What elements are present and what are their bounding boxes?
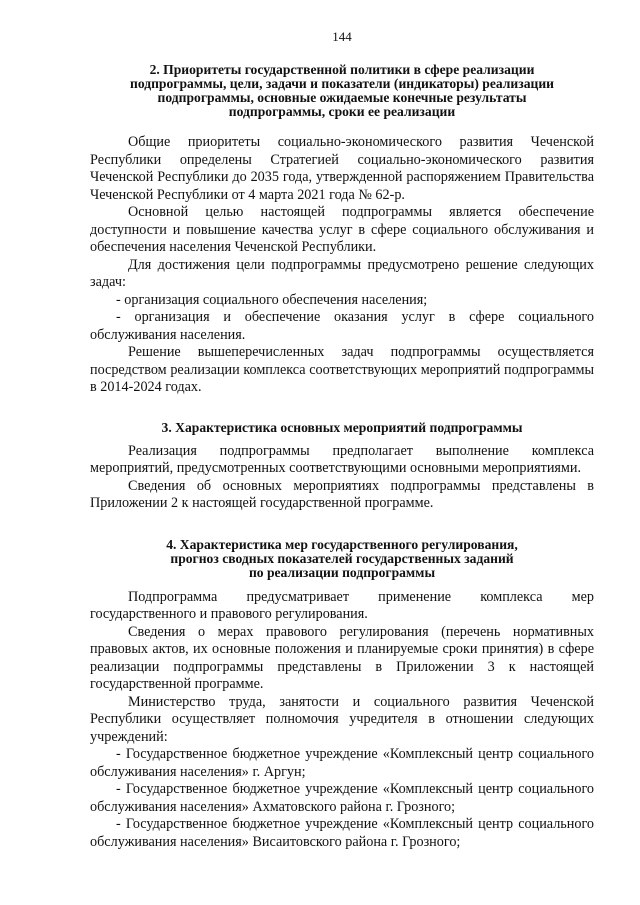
heading-line: 2. Приоритеты государственной политики в сфере реализации — [149, 62, 535, 77]
heading-line: подпрограммы, цели, задачи и показатели (индикаторы) реализации — [129, 76, 555, 91]
heading-line: подпрограммы, основные ожидаемые конечные результаты — [157, 90, 527, 105]
section-2-heading — [90, 63, 594, 119]
heading-line: подпрограммы, сроки ее реализации — [228, 104, 456, 119]
list-item: - организация социального обеспечения населения; — [116, 291, 428, 308]
section-4-heading — [90, 538, 594, 580]
page-number: 144 — [332, 29, 352, 44]
document-content — [90, 63, 594, 851]
paragraph-implementation: Реализация подпрограммы предполагает выполнение комплекса мероприятий, предусмотренных соответствующими основными мероприятиями. — [90, 442, 594, 476]
paragraph-ministry: Министерство труда, занятости и социального развития Чеченской Республики осуществляет полномочия учредителя в отношении следующих учреждений: — [90, 693, 594, 745]
paragraph-appendix-2: Сведения об основных мероприятиях подпрограммы представлены в Приложении 2 к настоящей государственной программе. — [90, 477, 594, 511]
paragraph-tasks-solution: Решение вышеперечисленных задач подпрограммы осуществляется посредством реализации комплекса соответствующих мероприятий подпрограммы в 2014-2024 годах. — [90, 344, 594, 395]
paragraph-regulation: Подпрограмма предусматривает применение комплекса мер государственного и правового регулирования. — [90, 588, 594, 622]
paragraph-main-goal: Основной целью настоящей подпрограммы является обеспечение доступности и повышение качества услуг в сфере социального обслуживания и обеспечения населения Чеченской Республики. — [90, 204, 594, 255]
list-item: - Государственное бюджетное учреждение «Комплексный центр социального обслуживания населения» Висаитовского района г. Грозного; — [90, 816, 594, 850]
heading-line: прогноз сводных показателей государственных заданий — [170, 550, 514, 566]
list-item: - Государственное бюджетное учреждение «Комплексный центр социального обслуживания населения» г. Аргун; — [90, 746, 594, 780]
heading-line: по реализации подпрограммы — [248, 564, 436, 580]
section-3-heading — [90, 421, 594, 435]
list-item: - Государственное бюджетное учреждение «Комплексный центр социального обслуживания населения» Ахматовского района г. Грозного; — [90, 781, 594, 815]
heading-line: 3. Характеристика основных мероприятий подпрограммы — [161, 419, 523, 435]
paragraph-appendix-3: Сведения о мерах правового регулирования (перечень нормативных правовых актов, их основные положения и планируемые сроки принятия) в сфере реализации подпрограммы представлены в Приложении 3 к настоящей государственной программе. — [90, 623, 594, 692]
list-item: - организация и обеспечение оказания услуг в сфере социального обслуживания населения. — [90, 309, 594, 343]
paragraph-tasks-intro: Для достижения цели подпрограммы предусмотрено решение следующих задач: — [90, 256, 594, 290]
paragraph-priorities: Общие приоритеты социально-экономического развития Чеченской Республики определены Стратегией социально-экономического развития Чеченской Республики до 2035 года, утвержденной распоряжением Правительства Чеченской Республики от 4 марта 2021 года № 62-р. — [90, 134, 594, 203]
heading-line: 4. Характеристика мер государственного регулирования, — [166, 536, 518, 552]
